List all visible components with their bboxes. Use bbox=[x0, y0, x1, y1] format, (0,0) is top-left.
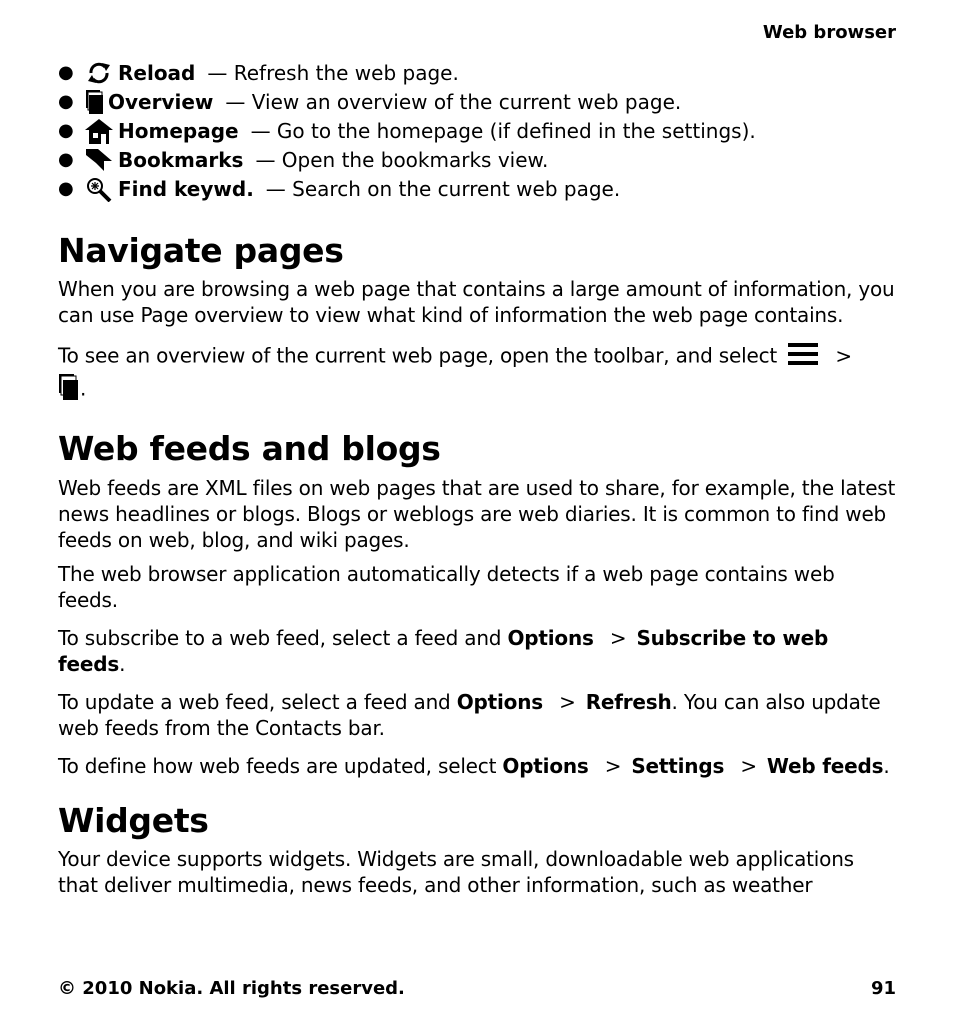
bullet: ● bbox=[58, 91, 74, 112]
menu-path-web-feeds: Web feeds bbox=[766, 753, 884, 778]
paragraph: Web feeds are XML files on web pages that are used to share, for example, the latest news headlines or blogs. Blogs or weblogs are web diaries. It is common to find web feeds on web, blog, and wiki pages. bbox=[58, 475, 896, 552]
paragraph bbox=[58, 753, 898, 779]
path-separator: > bbox=[609, 625, 627, 650]
bookmarks-icon bbox=[84, 147, 114, 173]
path-separator: > bbox=[740, 753, 757, 778]
find-keyword-icon bbox=[84, 176, 114, 202]
bullet: ● bbox=[58, 120, 74, 141]
paragraph bbox=[58, 341, 898, 407]
paragraph-text: To see an overview of the current web page, open the toolbar, and select bbox=[58, 343, 778, 368]
menu-path-options: Options bbox=[507, 625, 594, 650]
section-title-web-feeds: Web feeds and blogs bbox=[58, 429, 441, 469]
overview-icon bbox=[58, 373, 80, 407]
running-header: Web browser bbox=[762, 22, 896, 43]
paragraph-text: To subscribe to a web feed, select a feed and bbox=[58, 625, 502, 650]
path-separator: > bbox=[604, 753, 622, 778]
bullet: ● bbox=[58, 62, 74, 83]
paragraph: When you are browsing a web page that contains a large amount of information, you can use Page overview to view what kind of information the web page contains. bbox=[58, 277, 895, 328]
bullet-description: — Go to the homepage (if defined in the settings). bbox=[250, 118, 756, 143]
paragraph: Your device supports widgets. Widgets are small, downloadable web applications that deliver multimedia, news feeds, and other information, such as weather bbox=[58, 846, 854, 897]
reload-icon bbox=[84, 60, 114, 86]
bullet-description: — Search on the current web page. bbox=[265, 176, 621, 201]
paragraph bbox=[58, 689, 898, 741]
toolbar-options-list bbox=[58, 58, 898, 203]
menu-path-options: Options bbox=[456, 689, 543, 714]
bullet-description: — Refresh the web page. bbox=[207, 60, 459, 85]
sentence-end: . bbox=[883, 753, 890, 778]
copyright-footer: © 2010 Nokia. All rights reserved. bbox=[58, 978, 405, 999]
bullet-label: Overview bbox=[108, 89, 214, 114]
list-item bbox=[58, 145, 898, 174]
bullet: ● bbox=[58, 149, 74, 170]
sentence-end: . bbox=[80, 376, 87, 401]
paragraph: The web browser application automatically detects if a web page contains web feeds. bbox=[58, 561, 835, 612]
section-title-navigate-pages: Navigate pages bbox=[58, 231, 344, 270]
bullet-label: Homepage bbox=[118, 118, 239, 143]
paragraph-text: To update a web feed, select a feed and bbox=[58, 689, 451, 714]
paragraph-text: To define how web feeds are updated, select bbox=[58, 753, 497, 778]
bullet-description: — Open the bookmarks view. bbox=[255, 147, 549, 172]
menu-icon bbox=[787, 341, 819, 373]
sentence-end: . bbox=[119, 651, 126, 676]
page-content bbox=[58, 58, 898, 898]
path-separator: > bbox=[559, 689, 576, 714]
bullet: ● bbox=[58, 178, 74, 199]
list-item bbox=[58, 58, 898, 87]
bullet-label: Bookmarks bbox=[118, 147, 244, 172]
bullet-label: Reload bbox=[118, 60, 196, 85]
page-number: 91 bbox=[870, 978, 896, 999]
homepage-icon bbox=[84, 118, 114, 144]
bullet-label: Find keywd. bbox=[118, 176, 254, 201]
bullet-description: — View an overview of the current web page. bbox=[225, 89, 682, 114]
path-separator: > bbox=[835, 343, 852, 368]
list-item bbox=[58, 116, 898, 145]
menu-path-settings: Settings bbox=[631, 753, 725, 778]
section-title-widgets: Widgets bbox=[58, 800, 209, 840]
paragraph bbox=[58, 625, 898, 677]
menu-path-options: Options bbox=[502, 753, 589, 778]
list-item bbox=[58, 87, 898, 116]
list-item bbox=[58, 174, 898, 203]
menu-path-subscribe: Subscribe to web feeds bbox=[58, 625, 829, 676]
overview-icon bbox=[84, 89, 104, 115]
paragraph-text: . You can also update web feeds from the Contacts bar. bbox=[58, 689, 881, 740]
menu-path-refresh: Refresh bbox=[585, 689, 672, 714]
